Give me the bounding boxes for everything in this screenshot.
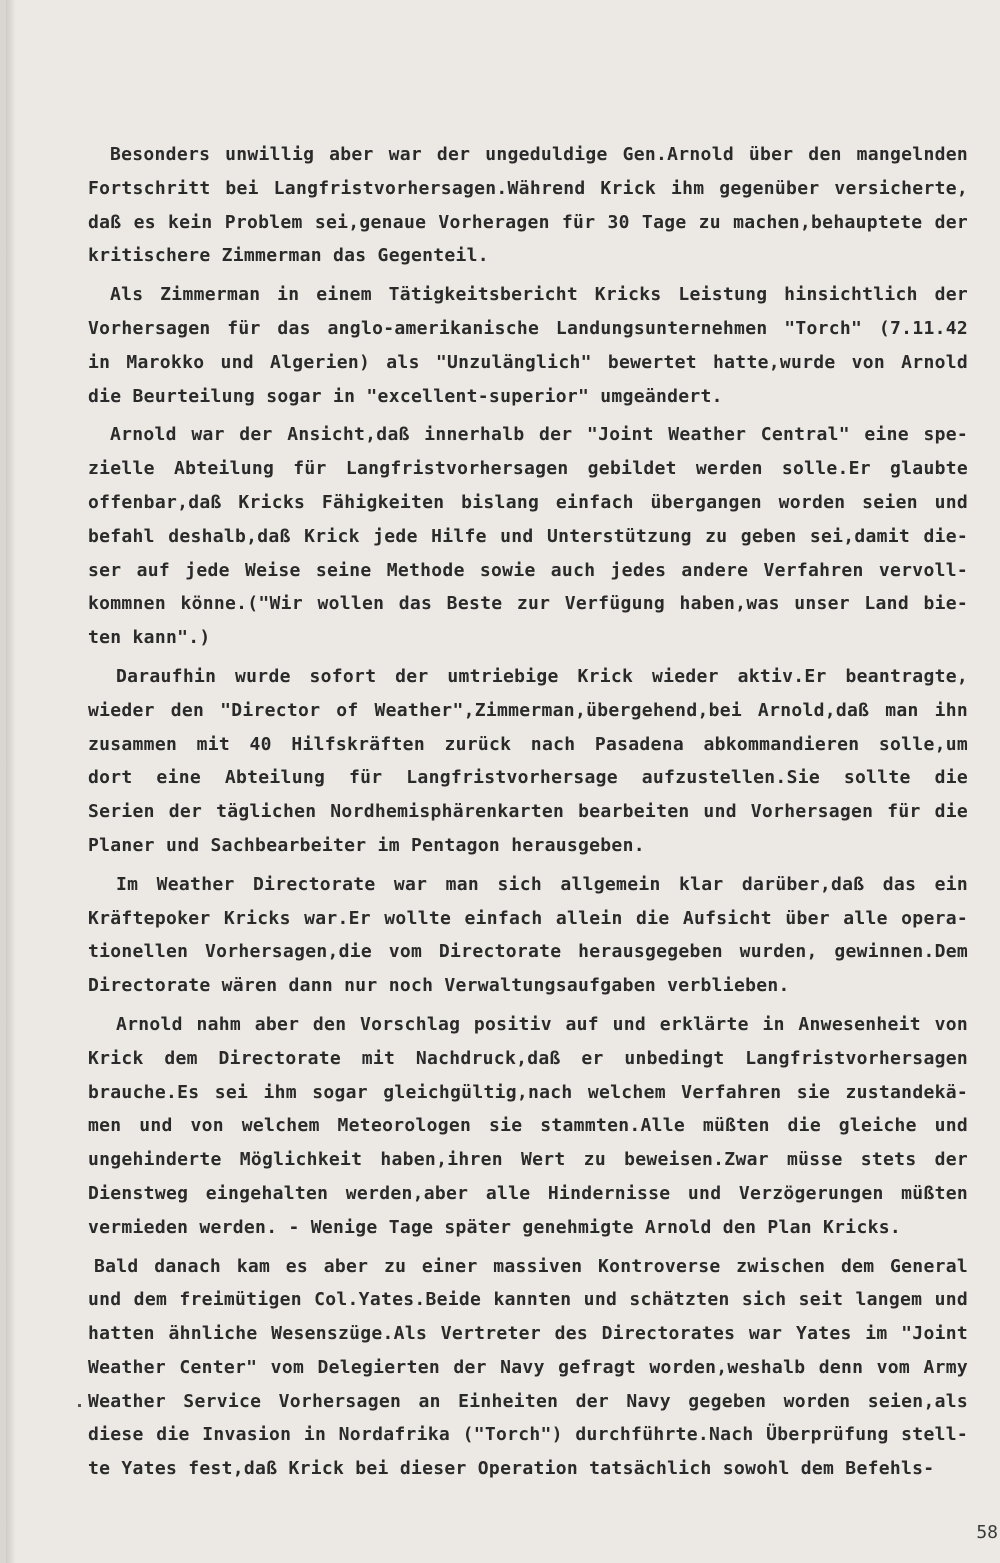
- text-line: Weather Center" vom Delegierten der Navy gefragt worden,weshalb denn vom Army: [88, 1356, 968, 1378]
- text-line: zielle Abteilung für Langfristvorhersagen gebildet werden solle.Er glaubte: [88, 458, 968, 480]
- text-line: Im Weather Directorate war man sich allgemein klar darüber,daß das ein: [116, 873, 968, 895]
- text-line: Vorhersagen für das anglo-amerikanische Landungsunternehmen "Torch" (7.11.42: [88, 317, 968, 339]
- text-line: Als Zimmerman in einem Tätigkeitsbericht Kricks Leistung hinsichtlich der: [110, 284, 968, 306]
- body-text: [88, 138, 968, 1491]
- text-line: daß es kein Problem sei,genaue Vorheragen für 30 Tage zu machen,behauptete der: [88, 211, 968, 233]
- margin-mark: [78, 1404, 81, 1407]
- text-line: diese die Invasion in Nordafrika ("Torch") durchführte.Nach Überprüfung stell-: [88, 1424, 968, 1446]
- document-page: [6, 0, 1000, 1563]
- text-line: ten kann".): [88, 627, 211, 649]
- paragraph: [88, 868, 968, 1003]
- text-line: und dem freimütigen Col.Yates.Beide kannten und schätzten sich seit langem und: [88, 1289, 968, 1311]
- text-line: offenbar,daß Kricks Fähigkeiten bislang einfach übergangen worden seien und: [88, 491, 968, 513]
- text-line: Krick dem Directorate mit Nachdruck,daß er unbedingt Langfristvorhersagen: [88, 1047, 968, 1069]
- text-line: befahl deshalb,daß Krick jede Hilfe und Unterstützung zu geben sei,damit die-: [88, 525, 968, 547]
- text-line: Serien der täglichen Nordhemisphärenkarten bearbeiten und Vorhersagen für die: [88, 801, 968, 823]
- paragraph: [88, 1250, 968, 1487]
- text-line: Arnold nahm aber den Vorschlag positiv auf und erklärte in Anwesenheit von: [116, 1013, 968, 1035]
- paragraph: [88, 1008, 968, 1245]
- text-line: Daraufhin wurde sofort der umtriebige Krick wieder aktiv.Er beantragte,: [116, 665, 968, 687]
- text-line: Kräftepoker Kricks war.Er wollte einfach allein die Aufsicht über alle opera-: [88, 907, 968, 929]
- text-line: men und von welchem Meteorologen sie stammten.Alle müßten die gleiche und: [88, 1115, 968, 1137]
- text-line: zusammen mit 40 Hilfskräften zurück nach Pasadena abkommandieren solle,um: [88, 733, 968, 755]
- paragraph: [88, 278, 968, 413]
- page-number: 58: [976, 1522, 998, 1543]
- text-line: Besonders unwillig aber war der ungeduldige Gen.Arnold über den mangelnden: [110, 144, 968, 165]
- text-line: dort eine Abteilung für Langfristvorhersage aufzustellen.Sie sollte die: [88, 767, 968, 789]
- paragraph: [88, 138, 968, 273]
- text-line: Dienstweg eingehalten werden,aber alle Hindernisse und Verzögerungen müßten: [88, 1182, 968, 1204]
- text-line: die Beurteilung sogar in "excellent-superior" umgeändert.: [88, 385, 723, 407]
- text-line: Bald danach kam es aber zu einer massiven Kontroverse zwischen dem General: [94, 1255, 968, 1277]
- text-line: vermieden werden. - Wenige Tage später genehmigte Arnold den Plan Kricks.: [88, 1216, 901, 1238]
- text-line: in Marokko und Algerien) als "Unzulänglich" bewertet hatte,wurde von Arnold: [88, 351, 968, 373]
- text-line: Planer und Sachbearbeiter im Pentagon herausgeben.: [88, 834, 645, 856]
- text-line: Directorate wären dann nur noch Verwaltungsaufgaben verblieben.: [88, 975, 790, 997]
- text-line: te Yates fest,daß Krick bei dieser Operation tatsächlich sowohl dem Befehls-: [88, 1458, 935, 1480]
- text-line: Fortschritt bei Langfristvorhersagen.Während Krick ihm gegenüber versicherte,: [88, 177, 968, 199]
- text-line: Arnold war der Ansicht,daß innerhalb der "Joint Weather Central" eine spe-: [110, 424, 968, 446]
- text-line: kommnen könne.("Wir wollen das Beste zur Verfügung haben,was unser Land bie-: [88, 593, 968, 615]
- text-line: wieder den "Director of Weather",Zimmerman,übergehend,bei Arnold,daß man ihn: [88, 699, 968, 721]
- text-line: ser auf jede Weise seine Methode sowie auch jedes andere Verfahren vervoll-: [88, 559, 968, 581]
- text-line: Weather Service Vorhersagen an Einheiten der Navy gegeben worden seien,als: [88, 1390, 968, 1412]
- paragraph: [88, 660, 968, 863]
- text-line: kritischere Zimmerman das Gegenteil.: [88, 245, 489, 267]
- text-line: hatten ähnliche Wesenszüge.Als Vertreter des Directorates war Yates im "Joint: [88, 1323, 968, 1345]
- paragraph: [88, 418, 968, 655]
- text-line: ungehinderte Möglichkeit haben,ihren Wert zu beweisen.Zwar müsse stets der: [88, 1149, 968, 1171]
- text-line: brauche.Es sei ihm sogar gleichgültig,nach welchem Verfahren sie zustandekä-: [88, 1081, 968, 1103]
- text-line: tionellen Vorhersagen,die vom Directorate herausgegeben wurden, gewinnen.Dem: [88, 941, 968, 963]
